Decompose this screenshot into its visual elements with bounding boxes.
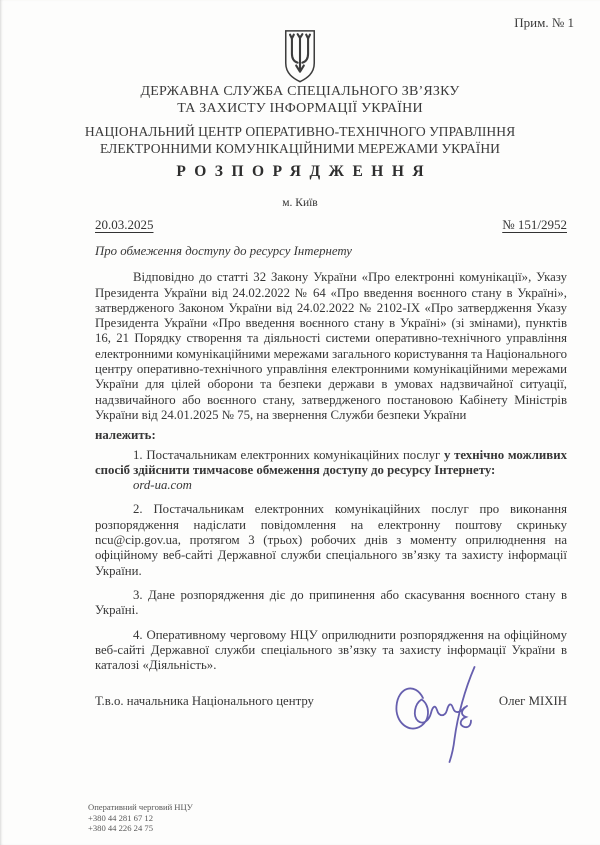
agency-name-line1: ДЕРЖАВНА СЛУЖБА СПЕЦІАЛЬНОГО ЗВ’ЯЗКУ: [140, 84, 460, 99]
national-center-line1: НАЦІОНАЛЬНИЙ ЦЕНТР ОПЕРАТИВНО-ТЕХНІЧНОГО УПРАВЛІННЯ: [84, 124, 516, 139]
order-item-1-bold: у технічно можливих спосіб здійснити тимчасове обмеження доступу до ресурсу Інтернету:: [95, 447, 567, 477]
national-center-name: [0, 124, 600, 157]
agency-name: [0, 84, 600, 117]
document-body: [95, 244, 567, 710]
national-center-line2: ЕЛЕКТРОННИМИ КОМУНІКАЦІЙНИМИ МЕРЕЖАМИ УКРАЇНИ: [100, 140, 500, 156]
order-item-3: 3. Дане розпорядження діє до припинення або скасування воєнного стану в Україні.: [95, 587, 567, 618]
subject-line: Про обмеження доступу до ресурсу Інтернету: [95, 244, 352, 258]
order-item-4: 4. Оперативному черговому НЦУ оприлюднити розпорядження на офіційному веб-сайті Державної служби спеціального зв’язку та захисту інформації України в каталозі «Діяльність».: [95, 627, 567, 673]
footer-phone-1: +380 44 281 67 12: [88, 812, 154, 823]
place-line: м. Київ: [282, 197, 318, 209]
order-item-1-normal: 1. Постачальникам електронних комунікаційних послуг: [133, 447, 444, 462]
document-date: 20.03.2025: [95, 217, 154, 232]
footer-contact-block: [88, 802, 193, 834]
intro-paragraph: Відповідно до статті 32 Закону України «Про електронні комунікації», Указу Президента України від 24.02.2022 № 64 «Про введення воєнного стану в Україні», затвердженого Законом України від 24.02.2022 № 2102-IX «Про затвердження Указу Президента України «Про введення воєнного стану в Україні» (зі змінами), пунктів 16, 21 Порядку створення та діяльності системи оперативно-технічного управління електронними комунікаційними мережами загального користування та Національного центру оперативно-технічного управління електронними комунікаційними мережами України для цілей оборони та безпеки держави в умовах надзвичайної ситуації, надзвичайного або воєнного стану, затвердженого постановою Кабінету Міністрів України від 24.01.2025 № 75, на звернення Служби безпеки України: [95, 270, 567, 422]
document-type-title: РОЗПОРЯДЖЕННЯ: [176, 163, 433, 180]
signatory-name: Олег МІХІН: [498, 694, 567, 709]
signatory-title: Т.в.о. начальника Національного центру: [95, 694, 314, 709]
handwritten-signature-icon: [387, 664, 487, 768]
date-number-row: [95, 217, 567, 233]
footer-duty-officer: Оперативний черговий НЦУ: [88, 802, 193, 812]
agency-name-line2: ТА ЗАХИСТУ ІНФОРМАЦІЇ УКРАЇНИ: [177, 100, 423, 116]
footer-phone-2: +380 44 226 24 75: [88, 823, 154, 834]
copy-number-label: Прим. № 1: [514, 15, 574, 30]
directive-keyword: належить:: [95, 428, 156, 443]
signature-block: [95, 694, 567, 709]
document-number: № 151/2952: [502, 217, 567, 232]
ukraine-trident-emblem-icon: [281, 27, 319, 91]
order-item-1: [95, 448, 567, 479]
order-item-2: 2. Постачальникам електронних комунікаційних послуг про виконання розпорядження надіслати повідомлення на електронну поштову скриньку ncu@cip.gov.ua, протягом 3 (трьох) робочих днів з моменту оприлюднення на офіційному веб-сайті Державної служби спеціального зв’язку та захисту інформації України.: [95, 502, 567, 578]
blocked-resource-domain: ord-ua.com: [133, 478, 192, 493]
